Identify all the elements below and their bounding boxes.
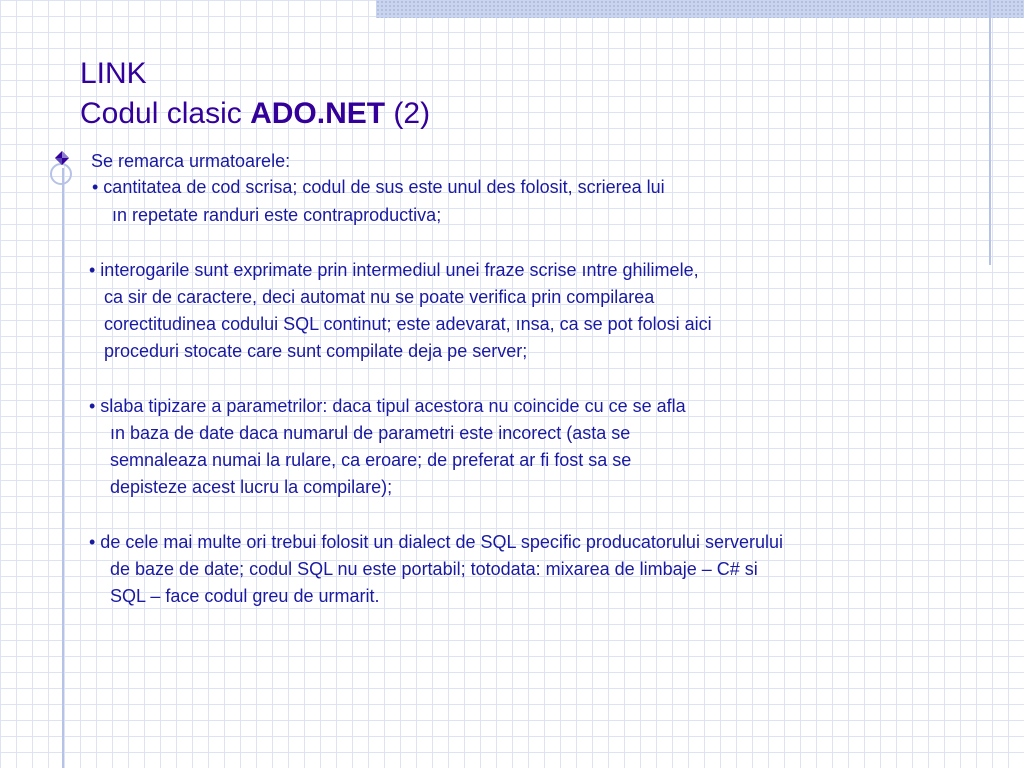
bullet2-line-1: • interogarile sunt exprimate prin intermediul unei fraze scrise ıntre ghilimele, [89, 260, 699, 280]
bullet4-line-1: • de cele mai multe ori trebui folosit un dialect de SQL specific producatorului serverului [89, 532, 783, 552]
bullet3-line-4: depisteze acest lucru la compilare); [110, 477, 393, 497]
bullet3-line-3: semnaleaza numai la rulare, ca eroare; de preferat ar fi fost sa se [110, 450, 632, 470]
bullet3-line-2: ın baza de date daca numarul de parametri este incorect (asta se [110, 423, 631, 443]
title-line-1: LINK [80, 57, 147, 90]
slide-title [80, 54, 430, 134]
diamond-bullet-icon [54, 150, 70, 166]
bullet2-line-4: proceduri stocate care sunt compilate deja pe server; [104, 341, 528, 361]
bullet3-line-1: • slaba tipizare a parametrilor: daca tipul acestora nu coincide cu ce se afla [89, 396, 686, 416]
title-line-2 [80, 94, 430, 134]
left-decorative-line [62, 168, 64, 768]
bullet1-line-2: ın repetate randuri este contraproductiva; [112, 205, 442, 225]
top-decorative-band [376, 0, 1024, 18]
bullet4-line-2: de baze de date; codul SQL nu este portabil; totodata: mixarea de limbaje – C# si [110, 559, 758, 579]
bullet4-line-3: SQL – face codul greu de urmarit. [110, 586, 380, 606]
title-prefix: Codul clasic [80, 97, 251, 130]
left-decorative-ring [50, 163, 72, 185]
intro-text: Se remarca urmatoarele: [91, 151, 291, 171]
title-bold: ADO.NET [250, 97, 386, 130]
bullet2-line-3: corectitudinea codului SQL continut; este adevarat, ınsa, ca se pot folosi aici [104, 314, 712, 334]
bullet1-line-1: • cantitatea de cod scrisa; codul de sus este unul des folosit, scrierea lui [92, 177, 665, 197]
bullet2-line-2: ca sir de caractere, deci automat nu se poate verifica prin compilarea [104, 287, 655, 307]
title-suffix: (2) [385, 97, 431, 130]
right-decorative-line [989, 0, 991, 265]
